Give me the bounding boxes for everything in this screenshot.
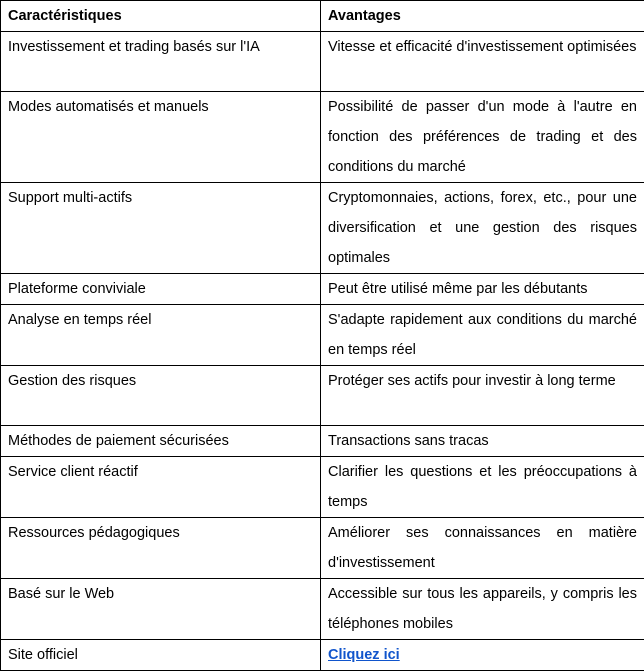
table-row — [1, 457, 644, 518]
feature-cell: Basé sur le Web — [1, 579, 321, 640]
table-row — [1, 366, 644, 426]
feature-column-header: Caractéristiques — [1, 1, 321, 32]
feature-cell: Modes automatisés et manuels — [1, 92, 321, 183]
feature-cell: Investissement et trading basés sur l'IA — [1, 32, 321, 92]
advantage-cell: Accessible sur tous les appareils, y compris les téléphones mobiles — [321, 579, 644, 640]
feature-cell: Support multi-actifs — [1, 183, 321, 274]
table-row — [1, 579, 644, 640]
official-site-link[interactable]: Cliquez ici — [328, 647, 400, 663]
official-site-cell — [321, 640, 644, 671]
advantage-cell: S'adapte rapidement aux conditions du marché en temps réel — [321, 305, 644, 366]
advantage-cell: Transactions sans tracas — [321, 426, 644, 457]
table-row — [1, 32, 644, 92]
table-row — [1, 518, 644, 579]
table-row — [1, 92, 644, 183]
feature-cell: Plateforme conviviale — [1, 274, 321, 305]
table-row — [1, 305, 644, 366]
advantage-cell: Vitesse et efficacité d'investissement optimisées — [321, 32, 644, 92]
feature-cell: Méthodes de paiement sécurisées — [1, 426, 321, 457]
feature-cell: Service client réactif — [1, 457, 321, 518]
feature-cell: Site officiel — [1, 640, 321, 671]
feature-cell: Analyse en temps réel — [1, 305, 321, 366]
advantage-cell: Possibilité de passer d'un mode à l'autre en fonction des préférences de trading et des conditions du marché — [321, 92, 644, 183]
advantage-column-header: Avantages — [321, 1, 644, 32]
advantage-cell: Peut être utilisé même par les débutants — [321, 274, 644, 305]
table-row — [1, 274, 644, 305]
table-header-row — [1, 1, 644, 32]
advantage-cell: Cryptomonnaies, actions, forex, etc., pour une diversification et une gestion des risques optimales — [321, 183, 644, 274]
advantage-cell: Clarifier les questions et les préoccupations à temps — [321, 457, 644, 518]
table-row — [1, 183, 644, 274]
feature-cell: Gestion des risques — [1, 366, 321, 426]
advantage-cell: Améliorer ses connaissances en matière d'investissement — [321, 518, 644, 579]
table-row — [1, 640, 644, 671]
feature-cell: Ressources pédagogiques — [1, 518, 321, 579]
advantage-cell: Protéger ses actifs pour investir à long terme — [321, 366, 644, 426]
table-row — [1, 426, 644, 457]
